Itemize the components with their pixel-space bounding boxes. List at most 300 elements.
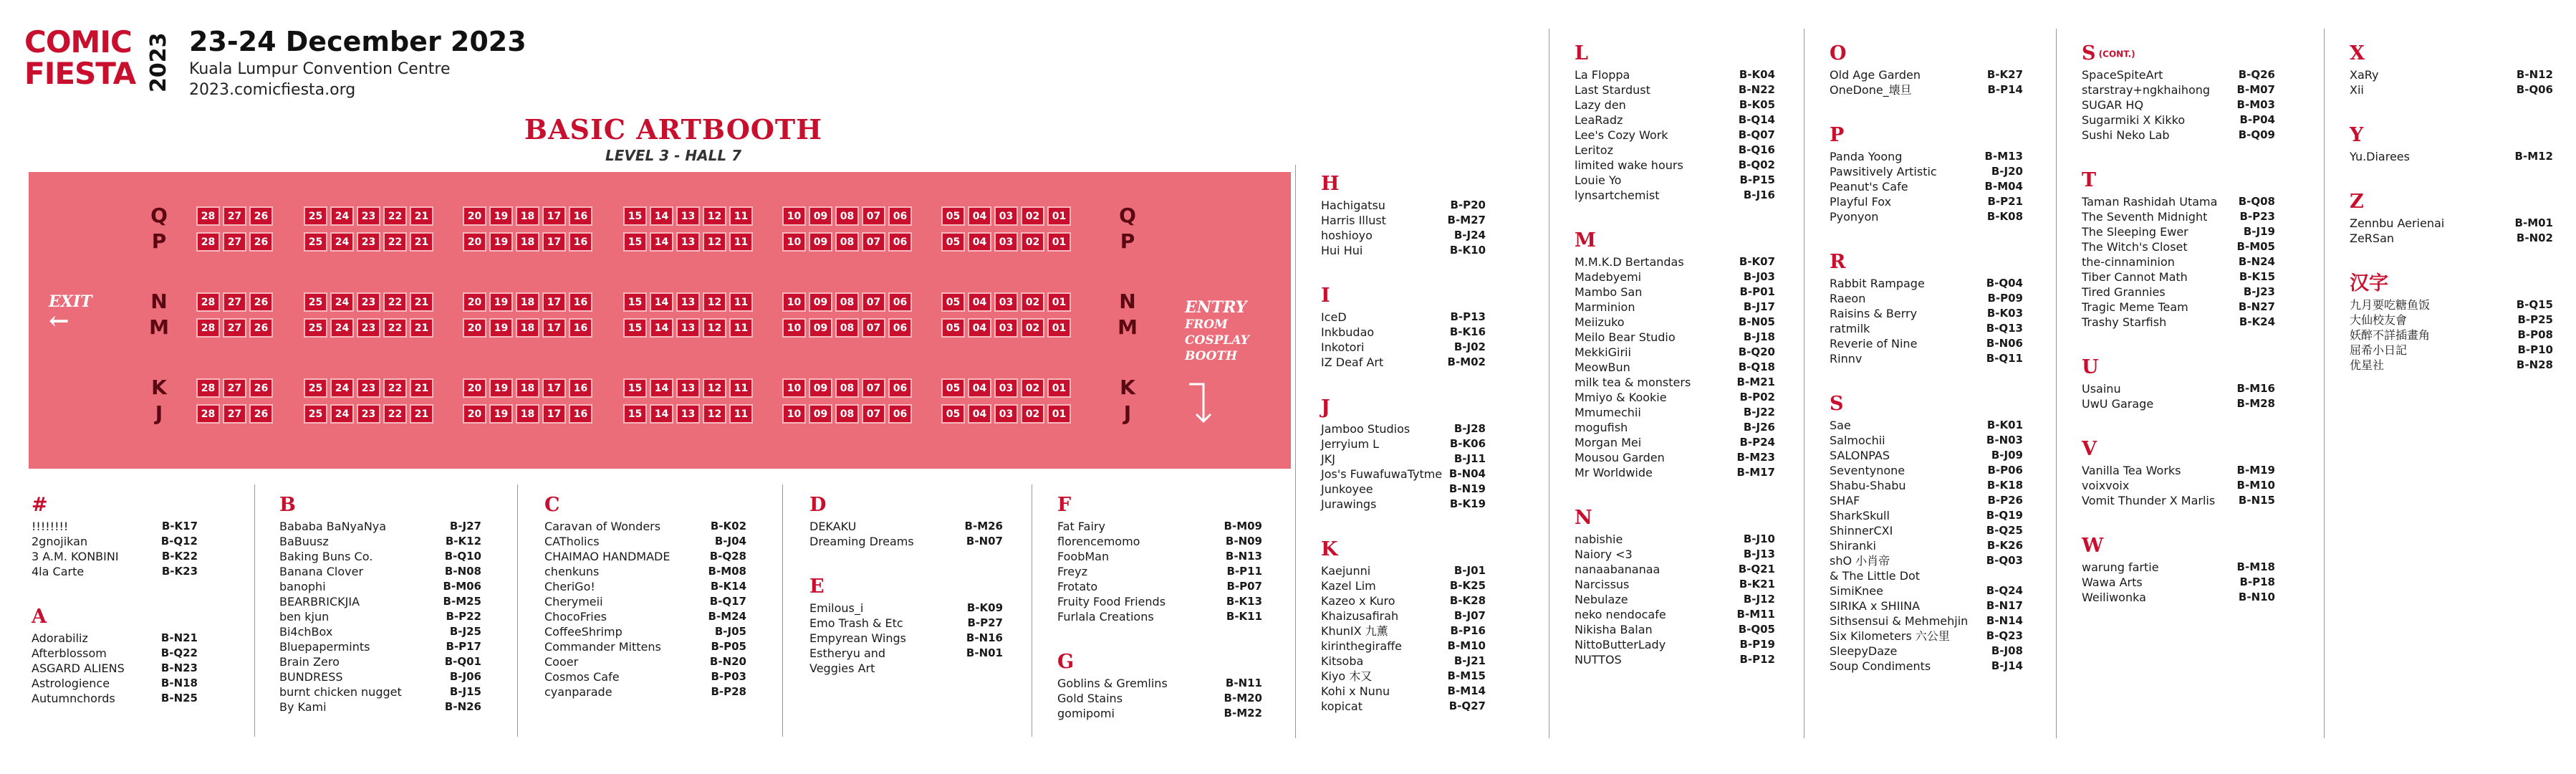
booth-cell[interactable]: 14 bbox=[650, 378, 673, 398]
booth-code: B-N24 bbox=[2238, 255, 2275, 268]
booth-cell[interactable]: 17 bbox=[542, 206, 566, 226]
exhibitor-row bbox=[1830, 149, 2023, 164]
booth-cell[interactable]: 06 bbox=[888, 404, 912, 424]
booth-cell[interactable]: 19 bbox=[489, 232, 513, 252]
booth-cell[interactable]: 10 bbox=[782, 404, 806, 424]
exhibitor-name: La Floppa bbox=[1575, 68, 1630, 82]
booth-cell[interactable]: 13 bbox=[676, 404, 700, 424]
exhibitor-row bbox=[1575, 188, 1775, 203]
booth-code: B-M13 bbox=[1984, 150, 2023, 163]
booth-cell[interactable]: 05 bbox=[941, 404, 965, 424]
exhibitor-name: Raeon bbox=[1830, 292, 1866, 305]
booth-cell[interactable]: 14 bbox=[650, 206, 673, 226]
booth-cell[interactable]: 03 bbox=[994, 378, 1018, 398]
booth-cell[interactable]: 23 bbox=[357, 292, 380, 312]
exhibitor-name: Weiliwonka bbox=[2082, 591, 2146, 604]
booth-code: B-Q26 bbox=[2238, 68, 2275, 81]
section-letter: F bbox=[1057, 494, 1072, 516]
booth-cell[interactable]: 18 bbox=[516, 318, 539, 338]
booth-cell[interactable]: 20 bbox=[463, 378, 486, 398]
booth-cell[interactable]: 16 bbox=[569, 404, 592, 424]
booth-cell[interactable]: 13 bbox=[676, 378, 700, 398]
booth-cell[interactable]: 04 bbox=[968, 404, 991, 424]
section-heading bbox=[279, 492, 481, 519]
exhibitor-row bbox=[2350, 358, 2553, 373]
booth-cell[interactable]: 27 bbox=[223, 318, 246, 338]
booth-cell[interactable]: 23 bbox=[357, 206, 380, 226]
booth-cell[interactable]: 15 bbox=[623, 318, 647, 338]
exhibitor-name: Caravan of Wonders bbox=[544, 520, 661, 533]
booth-code: B-M09 bbox=[1224, 520, 1262, 532]
booth-cell[interactable]: 25 bbox=[304, 292, 327, 312]
booth-cell[interactable]: 04 bbox=[968, 318, 991, 338]
booth-cell[interactable]: 18 bbox=[516, 206, 539, 226]
booth-cell[interactable]: 08 bbox=[835, 378, 859, 398]
booth-code: B-K18 bbox=[1986, 479, 2023, 492]
booth-code: B-M16 bbox=[2236, 382, 2275, 395]
exhibitor-row bbox=[544, 534, 746, 549]
exhibitor-row bbox=[1321, 699, 1486, 714]
booth-cell[interactable]: 07 bbox=[862, 206, 885, 226]
row-label-right: K bbox=[1120, 376, 1135, 399]
booth-cell[interactable]: 08 bbox=[835, 404, 859, 424]
booth-cell[interactable]: 16 bbox=[569, 232, 592, 252]
booth-cell[interactable]: 28 bbox=[196, 378, 220, 398]
booth-cell[interactable]: 10 bbox=[782, 206, 806, 226]
booth-cell[interactable]: 10 bbox=[782, 318, 806, 338]
booth-cell[interactable]: 14 bbox=[650, 318, 673, 338]
booth-cell[interactable]: 02 bbox=[1021, 206, 1044, 226]
booth-cell[interactable]: 04 bbox=[968, 292, 991, 312]
booth-cell[interactable]: 24 bbox=[330, 232, 354, 252]
booth-cell[interactable]: 13 bbox=[676, 206, 700, 226]
exhibitor-row bbox=[2082, 315, 2275, 330]
booth-cell[interactable]: 06 bbox=[888, 232, 912, 252]
exhibitor-name: Brain Zero bbox=[279, 655, 340, 669]
booth-cell[interactable]: 09 bbox=[809, 378, 832, 398]
booth-cell[interactable]: 11 bbox=[729, 232, 753, 252]
booth-block bbox=[941, 232, 1071, 252]
exhibitor-name: FoobMan bbox=[1057, 550, 1110, 563]
booth-cell[interactable]: 04 bbox=[968, 206, 991, 226]
booth-cell[interactable]: 22 bbox=[383, 206, 407, 226]
booth-cell[interactable]: 11 bbox=[729, 206, 753, 226]
booth-code: B-Q20 bbox=[1738, 345, 1775, 358]
exhibitor-row bbox=[1321, 654, 1486, 669]
booth-cell[interactable]: 15 bbox=[623, 292, 647, 312]
exhibitor-name: Inkbudao bbox=[1321, 325, 1375, 339]
section-heading bbox=[2082, 167, 2275, 194]
exhibitor-name: UwU Garage bbox=[2082, 397, 2154, 411]
booth-cell[interactable]: 03 bbox=[994, 292, 1018, 312]
section-letter: Y bbox=[2350, 124, 2364, 146]
booth-cell[interactable]: 25 bbox=[304, 404, 327, 424]
booth-code: B-M20 bbox=[1224, 692, 1262, 704]
booth-cell[interactable]: 03 bbox=[994, 404, 1018, 424]
booth-code: B-K02 bbox=[710, 520, 746, 532]
booth-cell[interactable]: 24 bbox=[330, 404, 354, 424]
booth-cell[interactable]: 19 bbox=[489, 404, 513, 424]
booth-cell[interactable]: 21 bbox=[410, 378, 433, 398]
booth-cell[interactable]: 19 bbox=[489, 292, 513, 312]
booth-cell[interactable]: 13 bbox=[676, 292, 700, 312]
exhibitor-row bbox=[544, 684, 746, 699]
exhibitor-row bbox=[809, 661, 1003, 676]
booth-cell[interactable]: 27 bbox=[223, 404, 246, 424]
booth-code: B-N14 bbox=[1986, 614, 2023, 627]
booth-cell[interactable]: 23 bbox=[357, 378, 380, 398]
booth-cell[interactable]: 04 bbox=[968, 378, 991, 398]
booth-cell[interactable]: 07 bbox=[862, 232, 885, 252]
booth-cell[interactable]: 27 bbox=[223, 378, 246, 398]
booth-cell[interactable]: 19 bbox=[489, 318, 513, 338]
booth-code: B-J05 bbox=[714, 625, 746, 638]
exhibitor-row bbox=[1321, 684, 1486, 699]
booth-code: B-P08 bbox=[2517, 328, 2553, 341]
booth-cell[interactable]: 21 bbox=[410, 206, 433, 226]
exhibitor-row bbox=[1057, 691, 1262, 706]
booth-block bbox=[196, 318, 273, 338]
booth-cell[interactable]: 09 bbox=[809, 292, 832, 312]
booth-cell[interactable]: 21 bbox=[410, 318, 433, 338]
exhibitor-name: Mmiyo & Kookie bbox=[1575, 391, 1667, 404]
exhibitor-row bbox=[1830, 538, 2023, 553]
booth-code: B-Q02 bbox=[1738, 158, 1775, 171]
exhibitor-row bbox=[2082, 269, 2275, 285]
booth-cell[interactable]: 21 bbox=[410, 292, 433, 312]
exhibitor-row bbox=[1575, 532, 1775, 547]
booth-cell[interactable]: 26 bbox=[249, 404, 273, 424]
booth-cell[interactable]: 26 bbox=[249, 206, 273, 226]
booth-block bbox=[941, 292, 1071, 312]
booth-cell[interactable]: 23 bbox=[357, 318, 380, 338]
booth-code: B-N07 bbox=[966, 535, 1003, 548]
booth-cell[interactable]: 22 bbox=[383, 318, 407, 338]
booth-cell[interactable]: 22 bbox=[383, 292, 407, 312]
event-venue: Kuala Lumpur Convention Centre bbox=[189, 60, 451, 78]
booth-cell[interactable]: 02 bbox=[1021, 404, 1044, 424]
exhibitor-row bbox=[1830, 67, 2023, 82]
booth-cell[interactable]: 10 bbox=[782, 232, 806, 252]
booth-cell[interactable]: 22 bbox=[383, 232, 407, 252]
booth-cell[interactable]: 24 bbox=[330, 206, 354, 226]
booth-cell[interactable]: 11 bbox=[729, 378, 753, 398]
booth-cell[interactable]: 16 bbox=[569, 318, 592, 338]
exhibitor-row bbox=[2350, 312, 2553, 328]
section-letter: J bbox=[1321, 396, 1330, 419]
exhibitor-row bbox=[1057, 579, 1262, 594]
booth-cell[interactable]: 01 bbox=[1047, 378, 1071, 398]
exhibitor-row bbox=[279, 549, 481, 564]
booth-cell[interactable]: 03 bbox=[994, 318, 1018, 338]
booth-cell[interactable]: 21 bbox=[410, 232, 433, 252]
booth-cell[interactable]: 09 bbox=[809, 318, 832, 338]
booth-code: B-N16 bbox=[966, 631, 1003, 644]
booth-cell[interactable]: 15 bbox=[623, 232, 647, 252]
booth-cell[interactable]: 12 bbox=[703, 318, 726, 338]
booth-code: B-Q17 bbox=[709, 595, 746, 608]
booth-code: B-N13 bbox=[1225, 550, 1262, 563]
exhibitor-row bbox=[32, 564, 198, 579]
booth-cell[interactable]: 06 bbox=[888, 378, 912, 398]
exhibitor-row bbox=[1321, 228, 1486, 243]
section-letter: # bbox=[32, 494, 48, 516]
exhibitor-name: CoffeeShrimp bbox=[544, 625, 623, 639]
booth-cell[interactable]: 19 bbox=[489, 378, 513, 398]
booth-code: B-Q11 bbox=[1986, 352, 2023, 365]
exhibitor-row bbox=[1830, 613, 2023, 629]
booth-cell[interactable]: 05 bbox=[941, 206, 965, 226]
booth-cell[interactable]: 05 bbox=[941, 378, 965, 398]
booth-cell[interactable]: 23 bbox=[357, 404, 380, 424]
booth-cell[interactable]: 26 bbox=[249, 378, 273, 398]
section-heading bbox=[2350, 188, 2553, 216]
booth-cell[interactable]: 17 bbox=[542, 232, 566, 252]
section-heading bbox=[32, 492, 198, 519]
booth-cell[interactable]: 03 bbox=[994, 206, 1018, 226]
booth-code: B-N01 bbox=[966, 646, 1003, 659]
booth-cell[interactable]: 27 bbox=[223, 232, 246, 252]
booth-cell[interactable]: 04 bbox=[968, 232, 991, 252]
booth-cell[interactable]: 12 bbox=[703, 206, 726, 226]
booth-cell[interactable]: 22 bbox=[383, 378, 407, 398]
booth-cell[interactable]: 26 bbox=[249, 232, 273, 252]
directory-column bbox=[32, 492, 198, 706]
booth-cell[interactable]: 08 bbox=[835, 292, 859, 312]
exhibitor-row bbox=[1057, 564, 1262, 579]
booth-cell[interactable]: 08 bbox=[835, 206, 859, 226]
exhibitor-name: Emo Trash & Etc bbox=[809, 616, 903, 630]
booth-cell[interactable]: 25 bbox=[304, 378, 327, 398]
booth-cell[interactable]: 07 bbox=[862, 292, 885, 312]
exhibitor-row bbox=[1575, 97, 1775, 113]
booth-cell[interactable]: 02 bbox=[1021, 232, 1044, 252]
booth-cell[interactable]: 26 bbox=[249, 318, 273, 338]
booth-cell[interactable]: 06 bbox=[888, 292, 912, 312]
booth-code: B-K28 bbox=[1449, 594, 1486, 607]
booth-code: B-J22 bbox=[1743, 406, 1775, 419]
booth-cell[interactable]: 12 bbox=[703, 378, 726, 398]
exhibitor-row bbox=[1575, 652, 1775, 667]
booth-cell[interactable]: 06 bbox=[888, 206, 912, 226]
booth-cell[interactable]: 02 bbox=[1021, 292, 1044, 312]
exhibitor-name: Meilo Bear Studio bbox=[1575, 330, 1676, 344]
booth-cell[interactable]: 12 bbox=[703, 232, 726, 252]
exhibitor-name: Banana Clover bbox=[279, 565, 364, 578]
booth-code: B-Q15 bbox=[2516, 298, 2553, 311]
booth-cell[interactable]: 21 bbox=[410, 404, 433, 424]
booth-cell[interactable]: 09 bbox=[809, 232, 832, 252]
exhibitor-row bbox=[2082, 478, 2275, 493]
booth-cell[interactable]: 22 bbox=[383, 404, 407, 424]
booth-code: B-Q23 bbox=[1986, 629, 2023, 642]
booth-code: B-J19 bbox=[2243, 225, 2275, 238]
booth-cell[interactable]: 13 bbox=[676, 232, 700, 252]
booth-code: B-Q10 bbox=[444, 550, 481, 563]
booth-block bbox=[623, 318, 753, 338]
booth-cell[interactable]: 10 bbox=[782, 378, 806, 398]
booth-code: B-J18 bbox=[1743, 330, 1775, 343]
exhibitor-row bbox=[544, 564, 746, 579]
booth-cell[interactable]: 09 bbox=[809, 206, 832, 226]
booth-cell[interactable]: 11 bbox=[729, 318, 753, 338]
entry-arrow-icon bbox=[1185, 378, 1213, 424]
booth-block bbox=[304, 232, 433, 252]
booth-cell[interactable]: 16 bbox=[569, 206, 592, 226]
section-heading bbox=[2350, 270, 2553, 297]
booth-map bbox=[29, 172, 1291, 469]
booth-cell[interactable]: 20 bbox=[463, 404, 486, 424]
exhibitor-row bbox=[1830, 194, 2023, 209]
booth-cell[interactable]: 05 bbox=[941, 232, 965, 252]
booth-cell[interactable]: 26 bbox=[249, 292, 273, 312]
booth-cell[interactable]: 12 bbox=[703, 404, 726, 424]
booth-cell[interactable]: 01 bbox=[1047, 292, 1071, 312]
booth-cell[interactable]: 19 bbox=[489, 206, 513, 226]
booth-code: B-M22 bbox=[1224, 707, 1262, 720]
booth-code: B-P13 bbox=[1450, 310, 1486, 323]
booth-cell[interactable]: 03 bbox=[994, 232, 1018, 252]
booth-cell[interactable]: 25 bbox=[304, 318, 327, 338]
exhibitor-row bbox=[2082, 113, 2275, 128]
exhibitor-name: Playful Fox bbox=[1830, 195, 1892, 209]
booth-code: B-N10 bbox=[2238, 591, 2275, 603]
booth-cell[interactable]: 17 bbox=[542, 318, 566, 338]
exhibitor-name: Sushi Neko Lab bbox=[2082, 128, 2170, 142]
comic-fiesta-logo bbox=[24, 24, 171, 97]
exhibitor-row bbox=[1830, 82, 2023, 97]
booth-cell[interactable]: 16 bbox=[569, 292, 592, 312]
booth-cell[interactable]: 28 bbox=[196, 206, 220, 226]
booth-code: B-K03 bbox=[1986, 307, 2023, 320]
booth-cell[interactable]: 07 bbox=[862, 404, 885, 424]
exhibitor-name: Seventynone bbox=[1830, 464, 1905, 477]
booth-cell[interactable]: 28 bbox=[196, 232, 220, 252]
exhibitor-row bbox=[1830, 418, 2023, 433]
booth-cell[interactable]: 15 bbox=[623, 378, 647, 398]
booth-cell[interactable]: 27 bbox=[223, 292, 246, 312]
directory-column bbox=[279, 492, 481, 715]
booth-block bbox=[463, 404, 592, 424]
booth-cell[interactable]: 11 bbox=[729, 404, 753, 424]
booth-cell[interactable]: 25 bbox=[304, 206, 327, 226]
booth-cell[interactable]: 01 bbox=[1047, 232, 1071, 252]
booth-cell[interactable]: 05 bbox=[941, 292, 965, 312]
section-heading bbox=[1575, 227, 1775, 254]
booth-cell[interactable]: 18 bbox=[516, 232, 539, 252]
exhibitor-row bbox=[279, 624, 481, 639]
booth-cell[interactable]: 08 bbox=[835, 232, 859, 252]
booth-cell[interactable]: 18 bbox=[516, 292, 539, 312]
booth-cell[interactable]: 17 bbox=[542, 292, 566, 312]
booth-cell[interactable]: 05 bbox=[941, 318, 965, 338]
booth-cell[interactable]: 17 bbox=[542, 404, 566, 424]
booth-code: B-P01 bbox=[1739, 285, 1775, 298]
exhibitor-row bbox=[279, 669, 481, 684]
booth-code: B-J04 bbox=[714, 535, 746, 548]
exhibitor-name: Cherymeii bbox=[544, 595, 603, 608]
booth-cell[interactable]: 14 bbox=[650, 232, 673, 252]
booth-cell[interactable]: 27 bbox=[223, 206, 246, 226]
exhibitor-name: Yu.Diarees bbox=[2350, 150, 2410, 163]
booth-cell[interactable]: 11 bbox=[729, 292, 753, 312]
booth-cell[interactable]: 14 bbox=[650, 292, 673, 312]
booth-cell[interactable]: 14 bbox=[650, 404, 673, 424]
booth-cell[interactable]: 10 bbox=[782, 292, 806, 312]
section-heading bbox=[32, 603, 198, 631]
booth-cell[interactable]: 24 bbox=[330, 318, 354, 338]
section-heading bbox=[2082, 436, 2275, 463]
booth-cell[interactable]: 20 bbox=[463, 232, 486, 252]
booth-cell[interactable]: 07 bbox=[862, 378, 885, 398]
booth-cell[interactable]: 28 bbox=[196, 318, 220, 338]
booth-code: B-P09 bbox=[1987, 292, 2023, 305]
booth-cell[interactable]: 24 bbox=[330, 292, 354, 312]
booth-block bbox=[463, 378, 592, 398]
exhibitor-name: hoshioyo bbox=[1321, 229, 1373, 242]
directory-column bbox=[1321, 171, 1486, 714]
booth-cell[interactable]: 13 bbox=[676, 318, 700, 338]
booth-cell[interactable]: 06 bbox=[888, 318, 912, 338]
exhibitor-name: NittoButterLady bbox=[1575, 638, 1666, 651]
exhibitor-name: milk tea & monsters bbox=[1575, 376, 1691, 389]
section-letter: H bbox=[1321, 173, 1340, 195]
booth-code: B-N17 bbox=[1986, 599, 2023, 612]
booth-cell[interactable]: 18 bbox=[516, 378, 539, 398]
booth-cell[interactable]: 20 bbox=[463, 206, 486, 226]
booth-cell[interactable]: 01 bbox=[1047, 318, 1071, 338]
booth-cell[interactable]: 20 bbox=[463, 318, 486, 338]
booth-cell[interactable]: 17 bbox=[542, 378, 566, 398]
booth-cell[interactable]: 24 bbox=[330, 378, 354, 398]
exhibitor-name: kopicat bbox=[1321, 699, 1363, 713]
exhibitor-name: Kitsoba bbox=[1321, 654, 1364, 668]
booth-cell[interactable]: 28 bbox=[196, 292, 220, 312]
exhibitor-row bbox=[1321, 467, 1486, 482]
exit-label: EXIT bbox=[49, 292, 92, 311]
booth-code: B-N03 bbox=[1986, 434, 2023, 446]
booth-cell[interactable]: 15 bbox=[623, 206, 647, 226]
booth-cell[interactable]: 01 bbox=[1047, 206, 1071, 226]
booth-cell[interactable]: 07 bbox=[862, 318, 885, 338]
booth-code: B-N04 bbox=[1448, 467, 1486, 480]
booth-cell[interactable]: 02 bbox=[1021, 318, 1044, 338]
booth-code: B-J24 bbox=[1453, 229, 1486, 242]
booth-cell[interactable]: 15 bbox=[623, 404, 647, 424]
booth-cell[interactable]: 16 bbox=[569, 378, 592, 398]
exhibitor-name: !!!!!!!! bbox=[32, 520, 69, 533]
booth-cell[interactable]: 02 bbox=[1021, 378, 1044, 398]
exhibitor-row bbox=[544, 639, 746, 654]
booth-cell[interactable]: 25 bbox=[304, 232, 327, 252]
exhibitor-name: Sugarmiki X Kikko bbox=[2082, 113, 2186, 127]
booth-cell[interactable]: 23 bbox=[357, 232, 380, 252]
booth-code: B-N19 bbox=[1448, 482, 1486, 495]
exhibitor-name: Rinnv bbox=[1830, 352, 1863, 366]
exhibitor-name: nabishie bbox=[1575, 532, 1623, 546]
booth-cell[interactable]: 01 bbox=[1047, 404, 1071, 424]
exhibitor-name: SharkSkull bbox=[1830, 509, 1890, 522]
booth-code: B-P25 bbox=[2517, 313, 2553, 326]
booth-cell[interactable]: 18 bbox=[516, 404, 539, 424]
booth-cell[interactable]: 20 bbox=[463, 292, 486, 312]
booth-cell[interactable]: 08 bbox=[835, 318, 859, 338]
booth-cell[interactable]: 12 bbox=[703, 292, 726, 312]
booth-cell[interactable]: 09 bbox=[809, 404, 832, 424]
row-label-right: J bbox=[1123, 401, 1132, 425]
booth-cell[interactable]: 28 bbox=[196, 404, 220, 424]
exhibitor-row bbox=[1321, 436, 1486, 452]
